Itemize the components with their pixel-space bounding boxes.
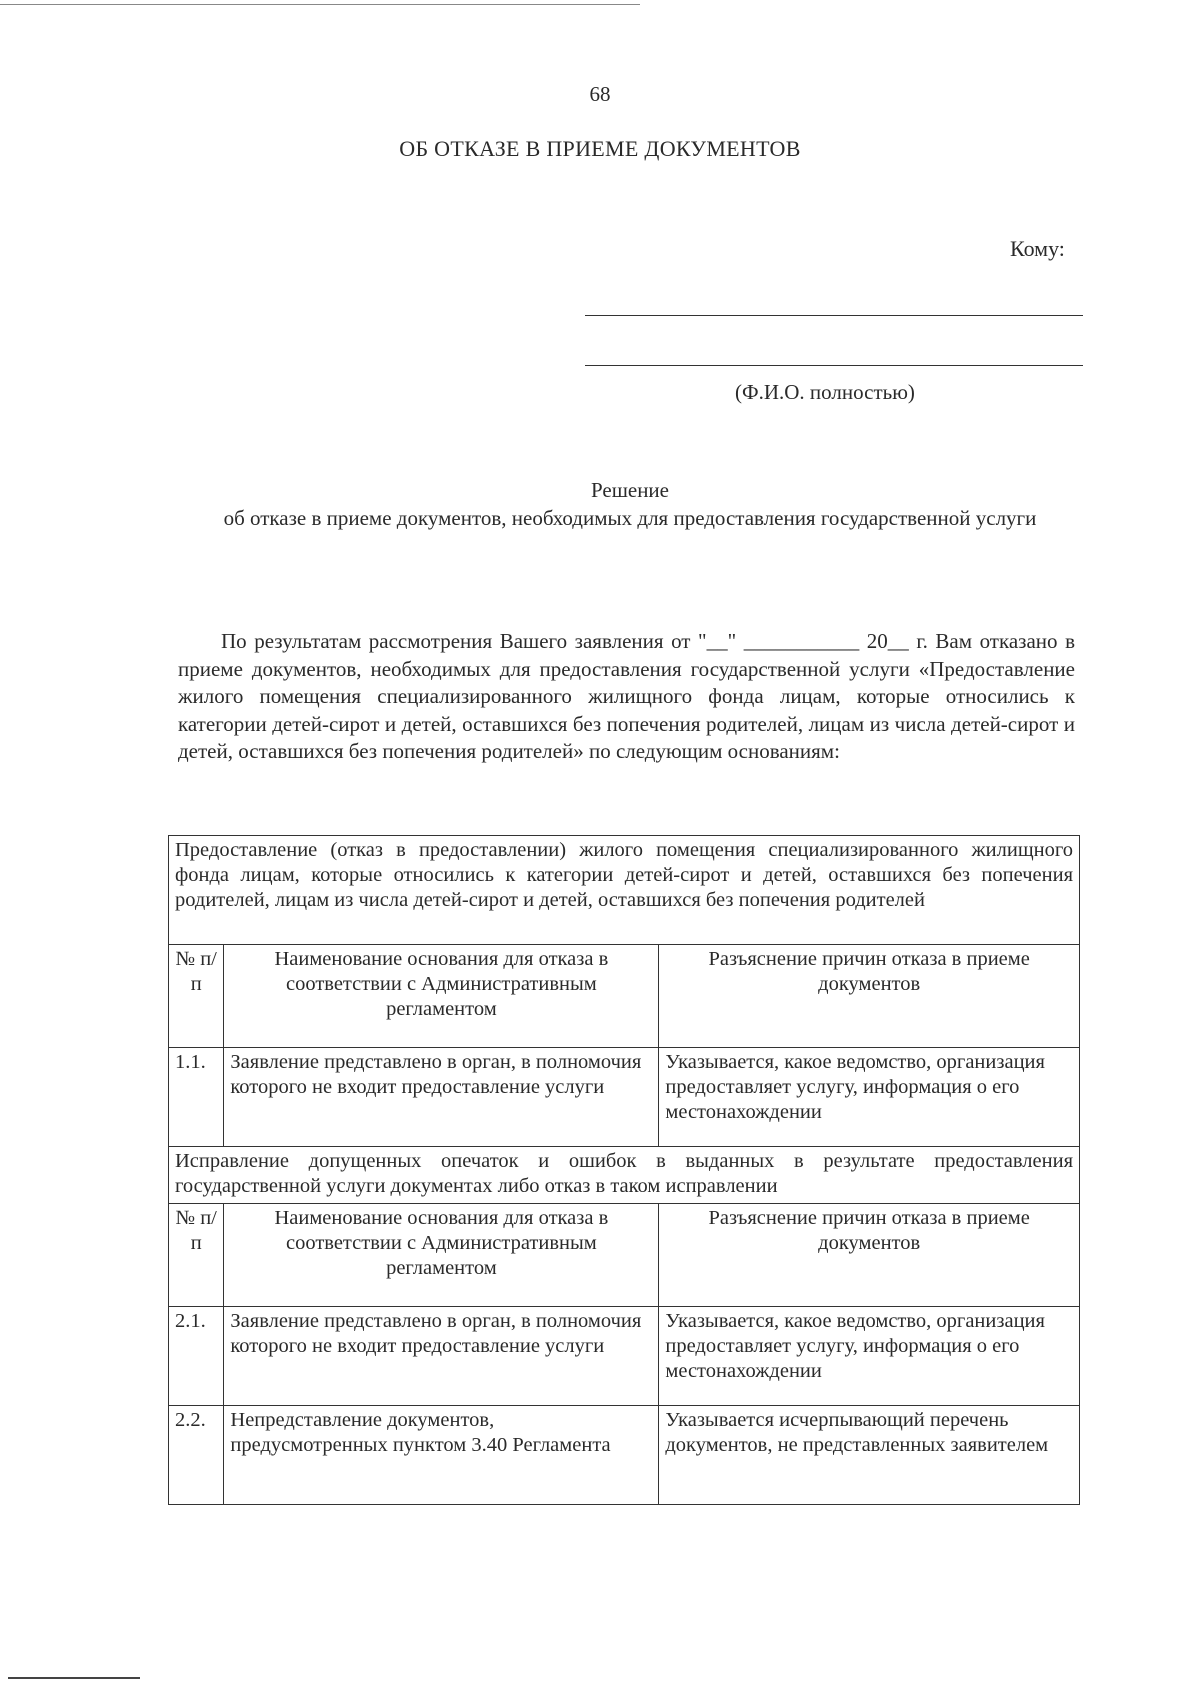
section-2-title: Исправление допущенных опечаток и ошибок в выданных в результате предоставления государственной услуги документах либо отказ в таком исправлении	[169, 1147, 1080, 1204]
fio-caption: (Ф.И.О. полностью)	[735, 380, 915, 404]
row-name: Непредставление документов, предусмотренных пунктом 3.40 Регламента	[224, 1406, 659, 1505]
recipient-line-2	[585, 365, 1083, 366]
refusal-reasons-table	[168, 835, 1080, 1505]
header-explanation: Разъяснение причин отказа в приеме документов	[659, 945, 1080, 1048]
header-num: № п/п	[169, 945, 224, 1048]
decision-title: Решение	[590, 478, 669, 502]
row-explanation: Указывается, какое ведомство, организация предоставляет услугу, информация о его местонахождении	[659, 1048, 1080, 1147]
header-name: Наименование основания для отказа в соответствии с Административным регламентом	[224, 945, 659, 1048]
table-section-row	[169, 1147, 1080, 1204]
header-num: № п/п	[169, 1204, 224, 1307]
row-name: Заявление представлено в орган, в полномочия которого не входит предоставление услуги	[224, 1307, 659, 1406]
row-name: Заявление представлено в орган, в полномочия которого не входит предоставление услуги	[224, 1048, 659, 1147]
decision-subtitle: об отказе в приеме документов, необходимых для предоставления государственной услуги	[223, 506, 1037, 530]
header-name: Наименование основания для отказа в соответствии с Административным регламентом	[224, 1204, 659, 1307]
table-row	[169, 1406, 1080, 1505]
scan-edge-line	[8, 1677, 140, 1679]
row-num: 2.2.	[169, 1406, 224, 1505]
table-row	[169, 1048, 1080, 1147]
recipient-line-1	[585, 315, 1083, 316]
page-number: 68	[589, 82, 611, 106]
page-heading: ОБ ОТКАЗЕ В ПРИЕМЕ ДОКУМЕНТОВ	[399, 136, 801, 161]
body-paragraph: По результатам рассмотрения Вашего заявления от "__" ___________ 20__ г. Вам отказано в приеме документов, необходимых для предоставления государственной услуги «Предоставление жилого помещения специализированного жилищного фонда лицам, которые относились к категории детей-сирот и детей, оставшихся без попечения родителей, лицам из числа детей-сирот и детей, оставшихся без попечения родителей» по следующим основаниям:	[178, 629, 1075, 763]
row-num: 2.1.	[169, 1307, 224, 1406]
table-row	[169, 1307, 1080, 1406]
scan-edge-line	[0, 4, 640, 5]
table-header-row	[169, 945, 1080, 1048]
section-1-title: Предоставление (отказ в предоставлении) жилого помещения специализированного жилищного фонда лицам, которые относились к категории детей-сирот и детей, оставшихся без попечения родителей, лицам из числа детей-сирот и детей, оставшихся без попечения родителей	[169, 836, 1080, 945]
table-section-row	[169, 836, 1080, 945]
recipient-label: Кому:	[1010, 236, 1065, 261]
table-header-row	[169, 1204, 1080, 1307]
row-num: 1.1.	[169, 1048, 224, 1147]
header-explanation: Разъяснение причин отказа в приеме документов	[659, 1204, 1080, 1307]
body-paragraph-block	[178, 628, 1075, 766]
row-explanation: Указывается, какое ведомство, организация предоставляет услугу, информация о его местонахождении	[659, 1307, 1080, 1406]
row-explanation: Указывается исчерпывающий перечень документов, не представленных заявителем	[659, 1406, 1080, 1505]
